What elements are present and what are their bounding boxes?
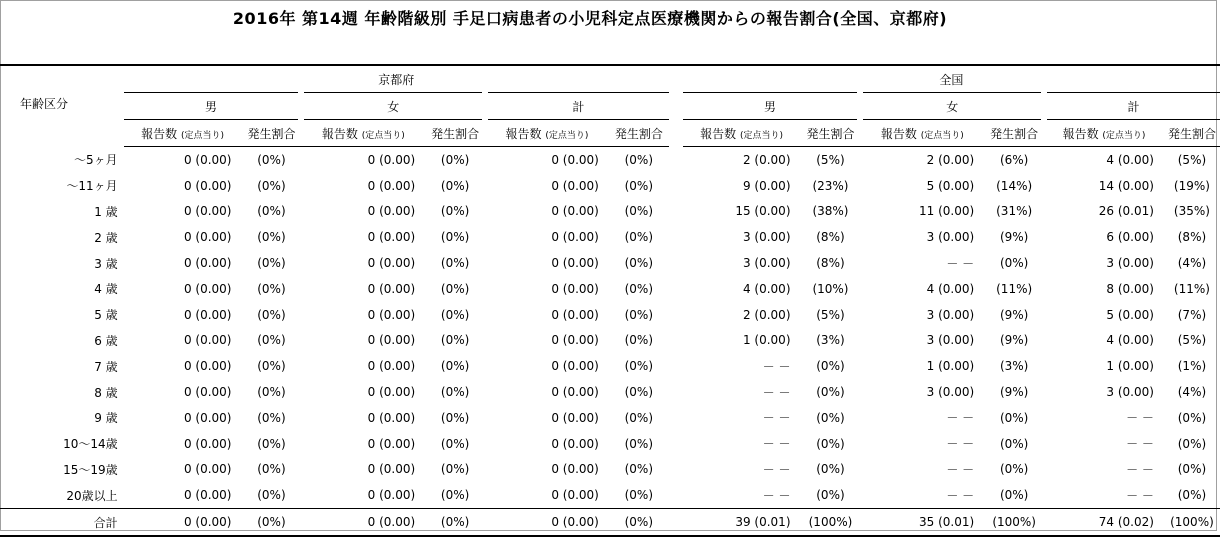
kyoto-ratio-cell: (0%)	[257, 307, 286, 322]
group-gap	[669, 457, 683, 483]
reports-label: 報告数	[700, 126, 737, 141]
group-gap	[669, 250, 683, 276]
national-ratio-cell: (0%)	[816, 488, 845, 503]
kyoto-reports-cell: 0 (0.00)	[551, 178, 599, 193]
national-ratio-cell: (1%)	[1177, 359, 1207, 374]
group-gap	[669, 302, 683, 328]
reports-column-header	[485, 120, 609, 147]
kyoto-ratio-cell: (0%)	[624, 230, 654, 245]
national-reports-cell: 6 (0.00)	[1106, 230, 1154, 245]
national-ratio-cell: (5%)	[1177, 333, 1207, 348]
national-ratio-cell: (8%)	[816, 256, 845, 271]
national-ratio-cell: (11%)	[1173, 281, 1210, 296]
national-ratio-cell: (6%)	[999, 152, 1029, 167]
national-ratio-cell: (38%)	[812, 204, 849, 219]
kyoto-reports-cell: 0 (0.00)	[183, 333, 232, 348]
national-reports-cell: 4 (0.00)	[742, 281, 791, 296]
age-group-cell: 合計	[0, 509, 124, 537]
national-reports-cell: 8 (0.00)	[1106, 281, 1154, 296]
national-ratio-cell: (11%)	[996, 281, 1033, 296]
national-reports-cell: － －	[762, 411, 791, 426]
kyoto-ratio-cell: (0%)	[624, 152, 654, 167]
table-row	[0, 431, 1220, 457]
kyoto-reports-cell: 0 (0.00)	[367, 281, 416, 296]
national-reports-cell: － －	[1126, 462, 1154, 477]
kyoto-ratio-cell: (0%)	[241, 509, 301, 537]
reports-column-header	[683, 120, 801, 147]
kyoto-reports-cell: 0 (0.00)	[367, 178, 416, 193]
kyoto-ratio-cell: (0%)	[257, 359, 286, 374]
kyoto-reports-cell: 0 (0.00)	[551, 359, 599, 374]
table-row	[0, 302, 1220, 328]
group-gap	[669, 328, 683, 354]
national-reports-cell: － －	[1126, 488, 1154, 503]
kyoto-reports-cell: 0 (0.00)	[367, 462, 416, 477]
per-sentinel-label: (定点当り)	[545, 130, 589, 141]
national-ratio-cell: (3%)	[816, 333, 845, 348]
national-reports-cell: 74 (0.02)	[1044, 509, 1164, 537]
national-ratio-cell: (35%)	[1173, 204, 1210, 219]
kyoto-ratio-cell: (0%)	[257, 436, 286, 451]
kyoto-reports-cell: 0 (0.00)	[183, 307, 232, 322]
report-table	[0, 64, 1220, 537]
per-sentinel-label: (定点当り)	[740, 130, 784, 141]
national-ratio-cell: (0%)	[1177, 462, 1207, 477]
reports-column-header	[860, 120, 984, 147]
national-ratio-cell: (0%)	[816, 436, 845, 451]
age-group-cell: 2 歳	[94, 230, 118, 245]
national-ratio-cell: (5%)	[1177, 152, 1207, 167]
sex-header-male: 男	[124, 93, 302, 120]
ratio-column-header: 発生割合	[609, 120, 669, 147]
kyoto-ratio-cell: (0%)	[440, 281, 470, 296]
kyoto-ratio-cell: (0%)	[257, 385, 286, 400]
national-reports-cell: － －	[762, 437, 791, 452]
kyoto-ratio-cell: (0%)	[425, 509, 485, 537]
group-gap	[669, 65, 683, 93]
ratio-column-header: 発生割合	[1164, 120, 1220, 147]
kyoto-reports-cell: 0 (0.00)	[367, 488, 416, 503]
age-group-cell: 8 歳	[94, 385, 118, 400]
national-reports-cell: － －	[946, 488, 975, 503]
kyoto-ratio-cell: (0%)	[257, 256, 286, 271]
reports-label: 報告数	[880, 126, 917, 141]
table-row	[0, 482, 1220, 508]
kyoto-ratio-cell: (0%)	[440, 230, 470, 245]
national-ratio-cell: (0%)	[816, 359, 845, 374]
national-reports-cell: 5 (0.00)	[1106, 307, 1154, 322]
age-group-cell: 9 歳	[94, 411, 118, 426]
national-reports-cell: 1 (0.00)	[742, 333, 791, 348]
kyoto-reports-cell: 0 (0.00)	[183, 256, 232, 271]
age-group-cell: ～5ヶ月	[74, 153, 118, 168]
ratio-column-header: 発生割合	[801, 120, 861, 147]
kyoto-ratio-cell: (0%)	[624, 178, 654, 193]
kyoto-ratio-cell: (0%)	[257, 230, 286, 245]
national-reports-cell: 39 (0.01)	[683, 509, 801, 537]
national-ratio-cell: (7%)	[1177, 307, 1207, 322]
kyoto-ratio-cell: (0%)	[440, 204, 470, 219]
national-ratio-cell: (4%)	[1177, 385, 1207, 400]
kyoto-reports-cell: 0 (0.00)	[183, 462, 232, 477]
reports-column-header	[124, 120, 242, 147]
national-ratio-cell: (0%)	[999, 488, 1029, 503]
kyoto-ratio-cell: (0%)	[624, 436, 654, 451]
national-ratio-cell: (0%)	[1177, 488, 1207, 503]
reports-column-header	[301, 120, 425, 147]
group-gap	[669, 147, 683, 173]
kyoto-ratio-cell: (0%)	[257, 488, 286, 503]
national-reports-cell: － －	[1126, 437, 1154, 452]
national-ratio-cell: (9%)	[999, 307, 1029, 322]
national-reports-cell: － －	[762, 385, 791, 400]
kyoto-reports-cell: 0 (0.00)	[183, 281, 232, 296]
national-reports-cell: 9 (0.00)	[742, 178, 791, 193]
kyoto-ratio-cell: (0%)	[257, 410, 286, 425]
national-reports-cell: 5 (0.00)	[926, 178, 975, 193]
table-row	[0, 147, 1220, 173]
national-reports-cell: 2 (0.00)	[742, 307, 791, 322]
kyoto-reports-cell: 0 (0.00)	[301, 509, 425, 537]
kyoto-reports-cell: 0 (0.00)	[367, 256, 416, 271]
age-group-cell: 4 歳	[94, 282, 118, 297]
national-ratio-cell: (0%)	[816, 410, 845, 425]
per-sentinel-label: (定点当り)	[361, 130, 405, 141]
kyoto-ratio-cell: (0%)	[440, 462, 470, 477]
national-reports-cell: － －	[762, 359, 791, 374]
national-reports-cell: 1 (0.00)	[1106, 359, 1154, 374]
kyoto-reports-cell: 0 (0.00)	[124, 509, 242, 537]
national-ratio-cell: (9%)	[999, 333, 1029, 348]
kyoto-reports-cell: 0 (0.00)	[367, 385, 416, 400]
table-row	[0, 457, 1220, 483]
national-reports-cell: 2 (0.00)	[926, 152, 975, 167]
kyoto-reports-cell: 0 (0.00)	[551, 436, 599, 451]
national-ratio-cell: (3%)	[999, 359, 1029, 374]
kyoto-ratio-cell: (0%)	[440, 152, 470, 167]
national-ratio-cell: (4%)	[1177, 256, 1207, 271]
kyoto-reports-cell: 0 (0.00)	[367, 307, 416, 322]
kyoto-ratio-cell: (0%)	[257, 333, 286, 348]
kyoto-reports-cell: 0 (0.00)	[183, 410, 232, 425]
national-reports-cell: － －	[1126, 411, 1154, 426]
national-reports-cell: 14 (0.00)	[1098, 178, 1154, 193]
kyoto-ratio-cell: (0%)	[609, 509, 669, 537]
kyoto-reports-cell: 0 (0.00)	[551, 385, 599, 400]
group-gap	[669, 276, 683, 302]
kyoto-reports-cell: 0 (0.00)	[551, 152, 599, 167]
age-group-cell: ～11ヶ月	[66, 179, 118, 194]
kyoto-reports-cell: 0 (0.00)	[551, 307, 599, 322]
kyoto-ratio-cell: (0%)	[257, 204, 286, 219]
kyoto-ratio-cell: (0%)	[624, 256, 654, 271]
national-ratio-cell: (100%)	[984, 509, 1044, 537]
national-reports-cell: 3 (0.00)	[926, 333, 975, 348]
national-ratio-cell: (8%)	[816, 230, 845, 245]
kyoto-reports-cell: 0 (0.00)	[551, 256, 599, 271]
kyoto-reports-cell: 0 (0.00)	[551, 281, 599, 296]
age-header-top	[0, 65, 124, 93]
kyoto-reports-cell: 0 (0.00)	[183, 230, 232, 245]
kyoto-reports-cell: 0 (0.00)	[183, 204, 232, 219]
national-ratio-cell: (8%)	[1177, 230, 1207, 245]
kyoto-reports-cell: 0 (0.00)	[367, 436, 416, 451]
kyoto-reports-cell: 0 (0.00)	[183, 436, 232, 451]
group-gap	[669, 353, 683, 379]
age-group-cell: 5 歳	[94, 308, 118, 323]
age-group-cell: 7 歳	[94, 359, 118, 374]
age-group-cell: 20歳以上	[66, 488, 118, 503]
group-header-kyoto: 京都府	[124, 65, 669, 93]
national-reports-cell: 35 (0.01)	[860, 509, 984, 537]
page-title: 2016年 第14週 年齢階級別 手足口病患者の小児科定点医療機関からの報告割合(全国、京都府)	[232, 9, 948, 28]
national-ratio-cell: (9%)	[999, 385, 1029, 400]
national-ratio-cell: (0%)	[999, 462, 1029, 477]
kyoto-reports-cell: 0 (0.00)	[367, 204, 416, 219]
kyoto-ratio-cell: (0%)	[440, 359, 470, 374]
kyoto-ratio-cell: (0%)	[257, 178, 286, 193]
kyoto-reports-cell: 0 (0.00)	[551, 488, 599, 503]
kyoto-ratio-cell: (0%)	[624, 488, 654, 503]
group-gap	[669, 405, 683, 431]
reports-label: 報告数	[321, 126, 358, 141]
national-reports-cell: 1 (0.00)	[926, 359, 975, 374]
national-ratio-cell: (0%)	[816, 385, 845, 400]
kyoto-ratio-cell: (0%)	[440, 385, 470, 400]
group-header-national: 全国	[683, 65, 1220, 93]
kyoto-reports-cell: 0 (0.00)	[183, 359, 232, 374]
age-group-cell: 3 歳	[94, 256, 118, 271]
per-sentinel-label: (定点当り)	[1102, 130, 1146, 141]
kyoto-reports-cell: 0 (0.00)	[183, 488, 232, 503]
reports-label: 報告数	[141, 126, 178, 141]
national-ratio-cell: (5%)	[816, 152, 845, 167]
sex-header-female: 女	[860, 93, 1044, 120]
table-row	[0, 353, 1220, 379]
national-ratio-cell: (0%)	[816, 462, 845, 477]
kyoto-reports-cell: 0 (0.00)	[551, 410, 599, 425]
kyoto-reports-cell: 0 (0.00)	[367, 410, 416, 425]
national-reports-cell: 3 (0.00)	[1106, 385, 1154, 400]
sex-header-male: 男	[683, 93, 861, 120]
kyoto-reports-cell: 0 (0.00)	[551, 204, 599, 219]
table-row	[0, 173, 1220, 199]
table-row	[0, 199, 1220, 225]
sex-header-female: 女	[301, 93, 485, 120]
national-reports-cell: 4 (0.00)	[1106, 152, 1154, 167]
national-ratio-cell: (9%)	[999, 230, 1029, 245]
table-row	[0, 379, 1220, 405]
group-gap	[669, 120, 683, 147]
national-ratio-cell: (0%)	[1177, 436, 1207, 451]
group-gap	[669, 509, 683, 537]
group-gap	[669, 482, 683, 508]
reports-label: 報告数	[505, 126, 542, 141]
national-reports-cell: 3 (0.00)	[926, 385, 975, 400]
national-ratio-cell: (100%)	[1164, 509, 1220, 537]
kyoto-reports-cell: 0 (0.00)	[551, 462, 599, 477]
sex-header-total: 計	[1044, 93, 1220, 120]
national-reports-cell: － －	[946, 462, 975, 477]
national-reports-cell: 15 (0.00)	[735, 204, 791, 219]
national-ratio-cell: (0%)	[999, 410, 1029, 425]
national-reports-cell: 2 (0.00)	[742, 152, 791, 167]
table-row	[0, 250, 1220, 276]
kyoto-ratio-cell: (0%)	[257, 281, 286, 296]
national-ratio-cell: (0%)	[1177, 410, 1207, 425]
age-group-cell: 10～14歳	[63, 437, 118, 452]
table-row	[0, 276, 1220, 302]
kyoto-ratio-cell: (0%)	[624, 359, 654, 374]
national-reports-cell: － －	[762, 462, 791, 477]
kyoto-reports-cell: 0 (0.00)	[183, 152, 232, 167]
kyoto-ratio-cell: (0%)	[624, 281, 654, 296]
national-reports-cell: － －	[946, 411, 975, 426]
kyoto-reports-cell: 0 (0.00)	[367, 152, 416, 167]
age-group-cell: 6 歳	[94, 333, 118, 348]
per-sentinel-label: (定点当り)	[180, 130, 225, 141]
kyoto-reports-cell: 0 (0.00)	[183, 178, 232, 193]
national-reports-cell: 3 (0.00)	[926, 307, 975, 322]
table-row	[0, 224, 1220, 250]
kyoto-ratio-cell: (0%)	[440, 256, 470, 271]
ratio-column-header: 発生割合	[241, 120, 301, 147]
ratio-column-header: 発生割合	[425, 120, 485, 147]
per-sentinel-label: (定点当り)	[920, 130, 964, 141]
kyoto-ratio-cell: (0%)	[624, 462, 654, 477]
kyoto-ratio-cell: (0%)	[440, 178, 470, 193]
kyoto-ratio-cell: (0%)	[257, 462, 286, 477]
kyoto-ratio-cell: (0%)	[624, 204, 654, 219]
sex-header-total: 計	[485, 93, 669, 120]
national-reports-cell: 3 (0.00)	[926, 230, 975, 245]
age-group-cell: 15～19歳	[63, 462, 118, 477]
national-ratio-cell: (100%)	[801, 509, 861, 537]
national-reports-cell: － －	[762, 488, 791, 503]
kyoto-ratio-cell: (0%)	[624, 307, 654, 322]
kyoto-ratio-cell: (0%)	[440, 333, 470, 348]
kyoto-reports-cell: 0 (0.00)	[551, 333, 599, 348]
total-row	[0, 509, 1220, 537]
national-ratio-cell: (10%)	[812, 281, 849, 296]
age-column-header: 年齢区分	[20, 96, 69, 111]
ratio-column-header: 発生割合	[984, 120, 1044, 147]
group-gap	[669, 379, 683, 405]
kyoto-reports-cell: 0 (0.00)	[183, 385, 232, 400]
national-ratio-cell: (31%)	[996, 204, 1033, 219]
national-reports-cell: 3 (0.00)	[1106, 256, 1154, 271]
national-reports-cell: 26 (0.01)	[1098, 204, 1154, 219]
kyoto-ratio-cell: (0%)	[624, 410, 654, 425]
national-ratio-cell: (0%)	[999, 256, 1029, 271]
kyoto-reports-cell: 0 (0.00)	[367, 359, 416, 374]
national-reports-cell: 11 (0.00)	[919, 204, 975, 219]
reports-label: 報告数	[1062, 126, 1099, 141]
table-row	[0, 328, 1220, 354]
group-gap	[669, 431, 683, 457]
national-reports-cell: － －	[946, 437, 975, 452]
national-reports-cell: 4 (0.00)	[926, 281, 975, 296]
national-ratio-cell: (0%)	[999, 436, 1029, 451]
reports-column-header	[1044, 120, 1164, 147]
kyoto-ratio-cell: (0%)	[257, 152, 286, 167]
kyoto-ratio-cell: (0%)	[440, 307, 470, 322]
national-reports-cell: 3 (0.00)	[742, 256, 791, 271]
kyoto-reports-cell: 0 (0.00)	[367, 230, 416, 245]
group-gap	[669, 224, 683, 250]
kyoto-reports-cell: 0 (0.00)	[367, 333, 416, 348]
national-ratio-cell: (23%)	[812, 178, 849, 193]
kyoto-ratio-cell: (0%)	[440, 488, 470, 503]
group-gap	[669, 199, 683, 225]
group-gap	[669, 93, 683, 120]
age-group-cell: 1 歳	[94, 204, 118, 219]
national-reports-cell: 4 (0.00)	[1106, 333, 1154, 348]
group-gap	[669, 173, 683, 199]
kyoto-ratio-cell: (0%)	[440, 410, 470, 425]
national-ratio-cell: (19%)	[1173, 178, 1210, 193]
table-row	[0, 405, 1220, 431]
national-ratio-cell: (5%)	[816, 307, 845, 322]
national-ratio-cell: (14%)	[996, 178, 1033, 193]
kyoto-ratio-cell: (0%)	[624, 385, 654, 400]
kyoto-ratio-cell: (0%)	[440, 436, 470, 451]
kyoto-reports-cell: 0 (0.00)	[485, 509, 609, 537]
kyoto-reports-cell: 0 (0.00)	[551, 230, 599, 245]
kyoto-ratio-cell: (0%)	[624, 333, 654, 348]
national-reports-cell: 3 (0.00)	[742, 230, 791, 245]
national-reports-cell: － －	[946, 256, 975, 271]
